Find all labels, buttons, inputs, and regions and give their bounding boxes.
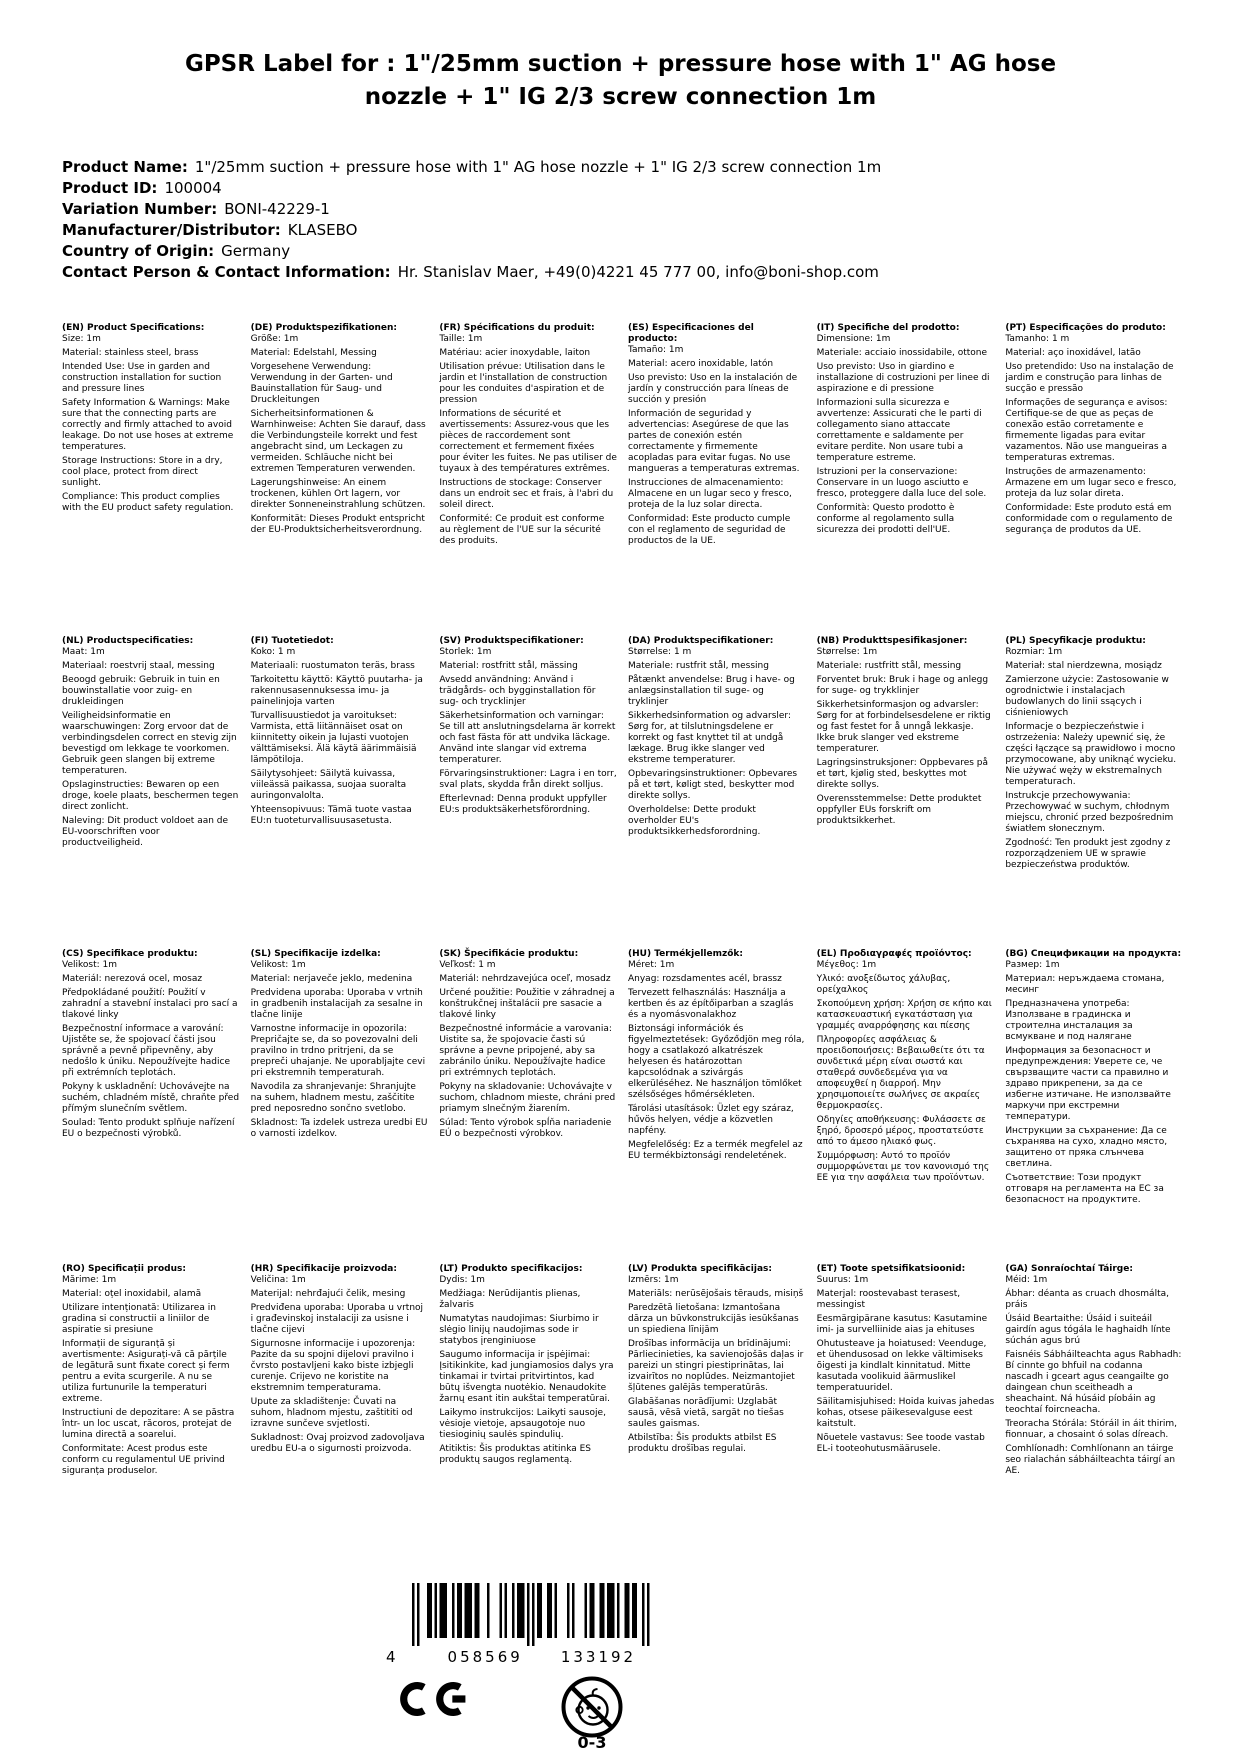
spec-text: Съответствие: Този продукт отговаря на регламента на ЕС за безопасност на продуктите. <box>1005 1173 1164 1206</box>
spec-header: (NL) Productspecificaties: <box>62 636 194 647</box>
info-label: Product Name: <box>62 158 188 177</box>
spec-text: Предназначена употреба: Използване в градинска и строителна инсталация за всмукване и под налягане <box>1005 999 1133 1043</box>
spec-text: Safety Information & Warnings: Make sure that the connecting parts are correctly and firmly attached to avoid leakage. Do not use hoses at extreme temperatures. <box>62 398 234 453</box>
spec-text: Οδηγίες αποθήκευσης: Φυλάσσετε σε ξηρό, δροσερό μέρος, προστατεύστε από το άμεσο ηλιακό φως. <box>816 1115 986 1148</box>
spec-block-hr <box>251 1264 429 1477</box>
spec-text: Faisnéis Sábháilteachta agus Rabhadh: Bí cinnte go bhfuil na codanna nascadh i gceart agus ceangailte go daingean chun sceitheadh a sheachaint. Ná húsáid píobáin ag teochtaí foircneacha. <box>1005 1350 1182 1416</box>
spec-block-el <box>817 949 995 1264</box>
spec-text: Material: stainless steel, brass <box>62 348 199 359</box>
spec-header: (RO) Specificații produs: <box>62 1264 186 1275</box>
spec-block-da <box>628 636 806 949</box>
spec-header: (SL) Specifikacije izdelka: <box>250 949 381 960</box>
spec-text: Varnostne informacije in opozorila: Prepričajte se, da so povezovalni deli pravilno in trdno pritrjeni, da se prepreči uhajanje. Ne uporabljajte cevi pri ekstremnih temperaturah. <box>250 1024 426 1079</box>
spec-text: Compliance: This product complies with the EU product safety regulation. <box>62 492 234 514</box>
spec-text: Información de seguridad y advertencias: Asegúrese de que las partes de conexión estén correctamente y firmemente acopladas para evitar fugas. No use mangueras a temperaturas extremas. <box>628 409 800 475</box>
spec-text: Konformität: Dieses Produkt entspricht der EU-Produktsicherheitsverordnung. <box>250 514 425 536</box>
spec-text: Saugumo informacija ir įspėjimai: Įsitikinkite, kad jungiamosios dalys yra tinkamai ir tvirtai pritvirtintos, kad būtų išvengta nuotėkio. Nenaudokite žarnų esant itin aukštai temperatūrai. <box>439 1350 614 1405</box>
spec-text: Säilytysohjeet: Säilytä kuivassa, viileässä paikassa, suojaa suoralta auringonvalolta. <box>250 769 407 802</box>
spec-text: Beoogd gebruik: Gebruik in tuin en bouwinstallatie voor zuig- en drukleidingen <box>62 675 220 708</box>
barcode-digits <box>380 1648 680 1666</box>
barcode-group1: 058569 <box>447 1648 523 1666</box>
spec-text: Informazioni sulla sicurezza e avvertenze: Assicurati che le parti di collegamento siano attaccate correttamente e saldamente per evitare perdite. Non usare tubi a temperature estreme. <box>816 398 982 464</box>
spec-text: Megfelelőség: Ez a termék megfelel az EU termékbiztonsági rendeletének. <box>628 1140 803 1162</box>
spec-text: Size: 1m <box>62 334 101 345</box>
specs-grid <box>62 323 1183 1477</box>
spec-text: Ábhar: déanta as cruach dhosmálta, práis <box>1005 1289 1169 1311</box>
spec-text: Materjal: roostevabast terasest, messingist <box>816 1289 961 1311</box>
spec-text: Materiaal: roestvrij staal, messing <box>62 661 215 672</box>
spec-header: (BG) Спецификации на продукта: <box>1005 949 1182 960</box>
spec-text: Numatytas naudojimas: Siurbimo ir slėgio linijų naudojimas sode ir statybos įrenginiuose <box>439 1314 599 1347</box>
spec-text: Avsedd användning: Använd i trädgårds- och bygginstallation för sug- och trycklinjer <box>439 675 596 708</box>
spec-text: Sikkerhetsinformasjon og advarsler: Sørg for at forbindelsesdelene er riktig og fast festet for å unngå lekkasje. Ikke bruk slanger ved ekstreme temperaturer. <box>816 700 991 755</box>
label-footer <box>380 1583 695 1751</box>
spec-text: Veľkosť: 1 m <box>439 960 496 971</box>
spec-text: Instructions de stockage: Conserver dans un endroit sec et frais, à l'abri du soleil direct. <box>439 478 614 511</box>
spec-text: Conformité: Ce produit est conforme au règlement de l'UE sur la sécurité des produits. <box>439 514 605 547</box>
spec-text: Instructiuni de depozitare: A se păstra într- un loc uscat, răcoros, protejat de lumina directă a soarelui. <box>62 1408 235 1441</box>
info-row <box>62 262 1241 283</box>
spec-block-nl <box>62 636 240 949</box>
spec-text: Sigurnosne informacije i upozorenja: Pazite da su spojni dijelovi pravilno i čvrsto postavljeni kako biste izbjegli curenje. Crijevo ne koristite na ekstremnim temperaturama. <box>250 1339 416 1394</box>
spec-block-pt <box>1005 323 1183 636</box>
spec-text: Dydis: 1m <box>439 1275 485 1286</box>
spec-text: Material: oțel inoxidabil, alamă <box>62 1289 202 1300</box>
spec-block-en <box>62 323 240 636</box>
spec-text: Eesmärgipärane kasutus: Kasutamine imi- ja survelliinide aias ja ehituses <box>816 1314 988 1336</box>
spec-block-fr <box>439 323 617 636</box>
spec-block-de <box>251 323 429 636</box>
spec-text: Súlad: Tento výrobok spĺňa nariadenie EÚ o bezpečnosti výrobkov. <box>439 1118 612 1140</box>
spec-text: Atbilstība: Šis produkts atbilst ES produktu drošības regulai. <box>628 1433 777 1455</box>
spec-text: Opbevaringsinstruktioner: Opbevares på et tørt, køligt sted, beskytter mod direkte sollys. <box>628 769 798 802</box>
spec-text: Intended Use: Use in garden and construction installation for suction and pressure lines <box>62 362 222 395</box>
spec-text: Tamanho: 1 m <box>1005 334 1070 345</box>
spec-text: Размер: 1m <box>1005 960 1060 971</box>
spec-text: Ohutusteave ja hoiatused: Veenduge, et ühendusosad on lekke vältimiseks õigesti ja kindlalt kinnitatud. Mitte kasutada voolikuid äärmuslikel temperatuuridel. <box>816 1339 987 1394</box>
spec-block-bg <box>1005 949 1183 1264</box>
spec-header: (PL) Specyfikacje produktu: <box>1005 636 1146 647</box>
spec-text: Συμμόρφωση: Αυτό το προϊόν συμμορφώνεται με τον κανονισμό της ΕΕ για την ασφάλεια των προϊόντων. <box>816 1151 990 1184</box>
spec-text: Comhlíonadh: Comhlíonann an táirge seo rialachán sábháilteachta táirgí an AE. <box>1005 1444 1176 1477</box>
spec-text: Rozmiar: 1m <box>1005 647 1063 658</box>
spec-block-sl <box>251 949 429 1264</box>
spec-text: Größe: 1m <box>250 334 299 345</box>
spec-text: Taille: 1m <box>439 334 483 345</box>
info-label: Country of Origin: <box>62 242 215 261</box>
spec-text: Biztonsági információk és figyelmeztetések: Győződjön meg róla, hogy a csatlakozó alkatrészek helyesen és határozottan kapcsolódnak a szivárgás elkerüléséhez. Ne használjon tömlőket szélsőséges hőmérsékleten. <box>628 1024 805 1101</box>
spec-text: Tervezett felhasználás: Használja a kertben és az építőiparban a szaglás és a nyomásvonalakhoz <box>628 988 794 1021</box>
spec-text: Material: nerjaveče jeklo, medenina <box>250 974 413 985</box>
spec-text: Glabāšanas norādījumi: Uzglabāt sausā, vēsā vietā, sargāt no tiešas saules gaismas. <box>628 1397 784 1430</box>
spec-header: (HU) Termékjellemzők: <box>628 949 744 960</box>
spec-text: Zamierzone użycie: Zastosowanie w ogrodnictwie i instalacjach budowlanych do linii ssących i ciśnieniowych <box>1005 675 1169 719</box>
spec-text: Dimensione: 1m <box>816 334 891 345</box>
info-label: Contact Person & Contact Information: <box>62 263 391 282</box>
spec-text: Bezpečnostní informace a varování: Ujistěte se, že spojovací části jsou správně a pevně připevněny, aby nedošlo k úniku. Nepoužívejte hadice při extrémních teplotách. <box>62 1024 230 1079</box>
spec-text: Skladnost: Ta izdelek ustreza uredbi EU o varnosti izdelkov. <box>250 1118 428 1140</box>
spec-text: Conformitate: Acest produs este conform cu regulamentul UE privind siguranța produselor. <box>62 1444 225 1477</box>
info-label: Manufacturer/Distributor: <box>62 221 281 240</box>
spec-text: Opslaginstructies: Bewaren op een droge, koele plaats, beschermen tegen direct zonlicht. <box>62 780 239 813</box>
spec-header: (SV) Produktspecifikationer: <box>439 636 584 647</box>
spec-text: Materiāls: nerūsējošais tērauds, misiņš <box>628 1289 804 1300</box>
spec-text: Instrucciones de almacenamiento: Almacene en un lugar seco y fresco, proteja de la luz solar directa. <box>628 478 792 511</box>
spec-text: Material: rostfritt stål, mässing <box>439 661 578 672</box>
spec-header: (HR) Specifikacije proizvoda: <box>250 1264 397 1275</box>
spec-text: Izmērs: 1m <box>628 1275 679 1286</box>
page-title: GPSR Label for : 1"/25mm suction + pressure hose with 1" AG hose nozzle + 1" IG 2/3 screw connection 1m <box>184 51 1057 110</box>
spec-text: Säilitamisjuhised: Hoida kuivas jahedas kohas, otsese päikesevalguse eest kaitstult. <box>816 1397 995 1430</box>
spec-text: Overholdelse: Dette produkt overholder EU's produktsikkerhedsforordning. <box>628 805 761 838</box>
spec-text: Material: acero inoxidable, latón <box>628 359 774 370</box>
spec-text: Sikkerhedsinformation og advarsler: Sørg for, at tilslutningsdelene er korrekt og fast knyttet til at undgå lækage. Brug ikke slanger ved ekstreme temperaturer. <box>628 711 791 766</box>
spec-text: Πληροφορίες ασφάλειας & προειδοποιήσεις: Βεβαιωθείτε ότι τα συνδετικά μέρη είναι σωστά και σταθερά συνδεδεμένα για να αποφευχθεί η διαρροή. Μην χρησιμοποιείτε σωλήνες σε ακραίες θερμοκρασίες. <box>816 1035 985 1112</box>
spec-text: Uso previsto: Uso en la instalación de jardín y construcción para líneas de succión y presión <box>628 373 798 406</box>
spec-text: Conformidade: Este produto está em conformidade com o regulamento de segurança de produtos da UE. <box>1005 503 1173 536</box>
spec-text: Instruções de armazenamento: Armazene em um lugar seco e fresco, proteja da luz solar direta. <box>1005 467 1177 500</box>
spec-text: Zgodność: Ten produkt jest zgodny z rozporządzeniem UE w sprawie bezpieczeństwa produktów. <box>1005 838 1171 871</box>
spec-text: Matériau: acier inoxydable, laiton <box>439 348 591 359</box>
spec-text: Instrukcje przechowywania: Przechowywać w suchym, chłodnym miejscu, chronić przed bezpośrednim światłem słonecznym. <box>1005 791 1174 835</box>
spec-text: Utilizare intenționată: Utilizarea in gradina si constructii a liniilor de aspiratie si presiune <box>62 1303 216 1336</box>
spec-text: Μέγεθος: 1m <box>816 960 877 971</box>
spec-header: (IT) Specifiche del prodotto: <box>816 323 960 334</box>
spec-header: (PT) Especificações do produto: <box>1005 323 1166 334</box>
spec-text: Méret: 1m <box>628 960 675 971</box>
spec-text: Atitiktis: Šis produktas atitinka ES produktų saugos reglamentą. <box>439 1444 592 1466</box>
info-label: Product ID: <box>62 179 158 198</box>
spec-block-ro <box>62 1264 240 1477</box>
spec-text: Инструкции за съхранение: Да се съхранява на сухо, хладно място, защитено от пряка слънчева светлина. <box>1005 1126 1168 1170</box>
spec-text: Material: Edelstahl, Messing <box>250 348 377 359</box>
spec-text: Materiale: rustfrit stål, messing <box>628 661 769 672</box>
info-row <box>62 241 1241 262</box>
spec-block-sv <box>439 636 617 949</box>
spec-header: (GA) Sonraíochtaí Táirge: <box>1005 1264 1133 1275</box>
spec-text: Materiał: stal nierdzewna, mosiądz <box>1005 661 1162 672</box>
spec-text: Υλικό: ανοξείδωτος χάλυβας, ορείχαλκος <box>816 974 951 996</box>
spec-text: Velikost: 1m <box>62 960 117 971</box>
spec-text: Maat: 1m <box>62 647 105 658</box>
spec-header: (DA) Produktspecifikationer: <box>628 636 774 647</box>
spec-text: Informations de sécurité et avertissements: Assurez-vous que les pièces de raccordement sont correctement et fermement fixées pour éviter les fuites. Ne pas utiliser de tuyaux à des températures extrêmes. <box>439 409 617 475</box>
spec-text: Tárolási utasítások: Üzlet egy száraz, hűvös helyen, védje a közvetlen napfény. <box>628 1104 794 1137</box>
spec-text: Tarkoitettu käyttö: Käyttö puutarha- ja rakennusasennuksessa imu- ja painelinjoja varten <box>250 675 423 708</box>
spec-block-ga <box>1005 1264 1183 1477</box>
spec-header: (DE) Produktspezifikationen: <box>250 323 398 334</box>
spec-text: Mărime: 1m <box>62 1275 117 1286</box>
info-label: Variation Number: <box>62 200 218 219</box>
spec-text: Materiaali: ruostumaton teräs, brass <box>250 661 415 672</box>
spec-text: Predvidena uporaba: Uporaba v vrtnih in gradbenih instalacijah za sesalne in tlačne linije <box>250 988 423 1021</box>
spec-text: Laikymo instrukcijos: Laikyti sausoje, vėsioje vietoje, apsaugotoje nuo tiesioginių saulės spindulių. <box>439 1408 606 1441</box>
spec-block-lt <box>439 1264 617 1477</box>
spec-block-sk <box>439 949 617 1264</box>
spec-text: Størrelse: 1m <box>816 647 878 658</box>
spec-header: (FR) Spécifications du produit: <box>439 323 595 334</box>
spec-text: Velikost: 1m <box>250 960 306 971</box>
spec-header: (EN) Product Specifications: <box>62 323 205 334</box>
spec-text: Informacje o bezpieczeństwie i ostrzeżenia: Należy upewnić się, że części łączące są prawidłowo i mocno przymocowane, aby uniknąć wycieku. Nie używać węży w ekstremalnych temperaturach. <box>1005 722 1177 788</box>
product-info <box>62 157 1241 283</box>
spec-text: Soulad: Tento produkt splňuje nařízení EU o bezpečnosti výrobků. <box>62 1118 235 1140</box>
spec-text: Paredzētā lietošana: Izmantošana dārza un būvkonstrukcijās iesūkšanas un spiediena līnijām <box>628 1303 799 1336</box>
spec-text: Materiale: acciaio inossidabile, ottone <box>816 348 988 359</box>
spec-text: Pokyny k uskladnění: Uchovávejte na suchém, chladném místě, chraňte před přímým slunečním světlem. <box>62 1082 240 1115</box>
spec-text: Istruzioni per la conservazione: Conservare in un luogo asciutto e fresco, proteggere dalla luce del sole. <box>816 467 987 500</box>
spec-text: Vorgesehene Verwendung: Verwendung in der Garten- und Bauinstallation für Saug- und Druckleitungen <box>250 362 393 406</box>
info-value: 1"/25mm suction + pressure hose with 1" AG hose nozzle + 1" IG 2/3 screw connection 1m <box>194 158 882 177</box>
age-warning-label: 0-3 <box>577 1733 607 1751</box>
spec-text: Uso previsto: Uso in giardino e installazione di costruzioni per linee di aspirazione e di pressione <box>816 362 990 395</box>
spec-header: (EL) Προδιαγραφές προϊόντος: <box>816 949 972 960</box>
spec-text: Naleving: Dit product voldoet aan de EU-voorschriften voor productveiligheid. <box>62 816 229 849</box>
spec-text: Informații de siguranță și avertismente: Asigurați-vă că părțile de legătură sunt fixate corect și ferm pentru a evita scurgerile. A nu se utiliza furtunurile la temperaturi extreme. <box>62 1339 230 1405</box>
spec-text: Lagerungshinweise: An einem trockenen, kühlen Ort lagern, vor direkter Sonneneinstrahlung schützen. <box>250 478 426 511</box>
spec-text: Tamaño: 1m <box>628 345 684 356</box>
spec-text: Pokyny na skladovanie: Uchovávajte v suchom, chladnom mieste, chráni pred priamym slnečným žiarením. <box>439 1082 616 1115</box>
spec-text: Sicherheitsinformationen & Warnhinweise: Achten Sie darauf, dass die Verbindungsteile korrekt und fest angebracht sind, um Leckagen zu vermeiden. Schläuche nicht bei extremen Temperaturen verwenden. <box>250 409 426 475</box>
spec-block-nb <box>817 636 995 949</box>
spec-text: Informações de segurança e avisos: Certifique-se de que as peças de conexão estão corretamente e firmemente ligadas para evitar vazamentos. Não use mangueiras a temperaturas extremas. <box>1005 398 1168 464</box>
spec-text: Efterlevnad: Denna produkt uppfyller EU:s produktsäkerhetsförordning. <box>439 794 607 816</box>
spec-text: Conformità: Questo prodotto è conforme al regolamento sulla sicurezza dei prodotti dell'UE. <box>816 503 955 536</box>
spec-block-es <box>628 323 806 636</box>
info-value: KLASEBO <box>287 221 358 240</box>
age-warning-0-3-icon <box>560 1675 624 1751</box>
info-value: 100004 <box>164 179 222 198</box>
ce-mark-icon <box>398 1675 470 1723</box>
spec-text: Storage Instructions: Store in a dry, cool place, protect from direct sunlight. <box>62 456 223 489</box>
spec-text: Bezpečnostné informácie a varovania: Uistite sa, že spojovacie časti sú správne a pevne pripojené, aby sa zabránilo úniku. Nepoužívajte hadice pri extrémnych teplotách. <box>439 1024 612 1079</box>
spec-text: Předpokládané použití: Použití v zahradní a stavební instalaci pro sací a tlakové linky <box>62 988 238 1021</box>
info-row <box>62 157 1241 178</box>
spec-text: Overensstemmelse: Dette produktet oppfyller EUs forskrift om produktsikkerhet. <box>816 794 982 827</box>
info-value: Hr. Stanislav Maer, +49(0)4221 45 777 00, info@boni-shop.com <box>397 263 879 282</box>
barcode-group2: 133192 <box>560 1648 637 1666</box>
spec-text: Predviđena uporaba: Uporaba u vrtnoj i građevinskoj instalaciji za usisne i tlačne cijevi <box>250 1303 424 1336</box>
spec-text: Säkerhetsinformation och varningar: Se till att anslutningsdelarna är korrekt och fast fästa för att undvika läckage. Använd inte slangar vid extrema temperaturer. <box>439 711 616 766</box>
spec-text: Utilisation prévue: Utilisation dans le jardin et l'installation de construction pour les conduites d'aspiration et de pression <box>439 362 608 406</box>
spec-header: (ET) Toote spetsifikatsioonid: <box>816 1264 966 1275</box>
spec-header: (NB) Produkttspesifikasjoner: <box>816 636 968 647</box>
spec-text: Koko: 1 m <box>250 647 296 658</box>
spec-header: (LT) Produkto specifikacijos: <box>439 1264 583 1275</box>
spec-block-et <box>817 1264 995 1477</box>
spec-text: Turvallisuustiedot ja varoitukset: Varmista, että liitännäiset osat on kiinnitetty oikein ja lujasti vuotojen välttämiseksi. Älä käytä äärimmäisiä lämpötiloja. <box>250 711 417 766</box>
spec-text: Treoracha Stórála: Stóráil in áit thirim, fionnuar, a chosaint ó solas díreach. <box>1005 1419 1178 1441</box>
spec-text: Medžiaga: Nerūdijantis plienas, žalvaris <box>439 1289 581 1311</box>
spec-text: Navodila za shranjevanje: Shranjujte na suhem, hladnem mestu, zaščitite pred neposredno sončno svetlobo. <box>250 1082 416 1115</box>
spec-block-fi <box>251 636 429 949</box>
spec-text: Σκοπούμενη χρήση: Χρήση σε κήπο και κατασκευαστική εγκατάσταση για γραμμές αναρρόφησης και πίεσης <box>816 999 992 1032</box>
spec-text: Sukladnost: Ovaj proizvod zadovoljava uredbu EU-a o sigurnosti proizvoda. <box>250 1433 425 1455</box>
info-row <box>62 220 1241 241</box>
spec-header: (LV) Produkta specifikācijas: <box>628 1264 772 1275</box>
spec-text: Yhteensopivuus: Tämä tuote vastaa EU:n tuoteturvallisuusasetusta. <box>250 805 412 827</box>
info-row <box>62 178 1241 199</box>
spec-header: (ES) Especificaciones del producto: <box>628 323 754 345</box>
spec-text: Материал: неръждаема стомана, месинг <box>1005 974 1165 996</box>
spec-text: Storlek: 1m <box>439 647 492 658</box>
spec-text: Påtænkt anvendelse: Brug i have- og anlægsinstallation til suge- og tryklinjer <box>628 675 795 708</box>
spec-text: Информация за безопасност и предупреждения: Уверете се, че свързващите части са правилно и здраво прикрепени, за да се избегне изтичане. Не използвайте маркучи при екстремни температури. <box>1005 1046 1171 1123</box>
spec-text: Uso pretendido: Uso na instalação de jardim e construção para linhas de sucção e pressão <box>1005 362 1174 395</box>
spec-text: Material: aço inoxidável, latão <box>1005 348 1141 359</box>
spec-text: Størrelse: 1 m <box>628 647 692 658</box>
spec-text: Materiale: rustfritt stål, messing <box>816 661 962 672</box>
spec-text: Forventet bruk: Bruk i hage og anlegg for suge- og trykklinjer <box>816 675 989 697</box>
spec-text: Drošības informācija un brīdinājumi: Pārliecinieties, ka savienojošās daļas ir pareizi un stingri piestiprinātas, lai izvairītos no noplūdes. Neizmantojiet šļūtenes galējās temperatūrās. <box>628 1339 804 1394</box>
spec-text: Upute za skladištenje: Čuvati na suhom, hladnom mjestu, zaštititi od izravne sunčeve svjetlosti. <box>250 1397 413 1430</box>
spec-text: Určené použitie: Použitie v záhradnej a konštrukčnej inštalácii pre sasacie a tlakové linky <box>439 988 615 1021</box>
spec-block-hu <box>628 949 806 1264</box>
spec-header: (SK) Špecifikácie produktu: <box>439 949 579 960</box>
spec-text: Méid: 1m <box>1005 1275 1048 1286</box>
spec-text: Materijal: nehrđajući čelik, mesing <box>250 1289 406 1300</box>
barcode-lead-digit: 4 <box>386 1648 396 1666</box>
spec-text: Materiál: nerezová ocel, mosaz <box>62 974 203 985</box>
spec-header: (FI) Tuotetiedot: <box>250 636 334 647</box>
spec-text: Materiál: nehrdzavejúca oceľ, mosadz <box>439 974 611 985</box>
spec-text: Veiligheidsinformatie en waarschuwingen: Zorg ervoor dat de verbindingsdelen correct en stevig zijn bevestigd om lekkage te voorkomen. Gebruik geen slangen bij extreme temperaturen. <box>62 711 237 777</box>
spec-header: (CS) Specifikace produktu: <box>62 949 198 960</box>
spec-text: Suurus: 1m <box>816 1275 869 1286</box>
spec-text: Veličina: 1m <box>250 1275 306 1286</box>
spec-block-lv <box>628 1264 806 1477</box>
info-row <box>62 199 1241 220</box>
spec-block-it <box>817 323 995 636</box>
spec-text: Lagringsinstruksjoner: Oppbevares på et tørt, kjølig sted, beskyttes mot direkte sollys. <box>816 758 989 791</box>
spec-text: Conformidad: Este producto cumple con el reglamento de seguridad de productos de la UE. <box>628 514 791 547</box>
spec-text: Förvaringsinstruktioner: Lagra i en torr, sval plats, skydda från direkt solljus. <box>439 769 617 791</box>
spec-text: Úsáid Beartaithe: Úsáid i suiteáil gairdín agus tógála le haghaidh línte súchán agus brú <box>1005 1314 1171 1347</box>
info-value: Germany <box>221 242 291 261</box>
spec-block-cs <box>62 949 240 1264</box>
spec-text: Anyag: rozsdamentes acél, brassz <box>628 974 782 985</box>
spec-block-pl <box>1005 636 1183 949</box>
barcode-icon <box>410 1583 655 1647</box>
spec-text: Nõuetele vastavus: See toode vastab EL-i tooteohutusmäärusele. <box>816 1433 985 1455</box>
compliance-marks <box>380 1675 695 1751</box>
info-value: BONI-42229-1 <box>224 200 330 219</box>
